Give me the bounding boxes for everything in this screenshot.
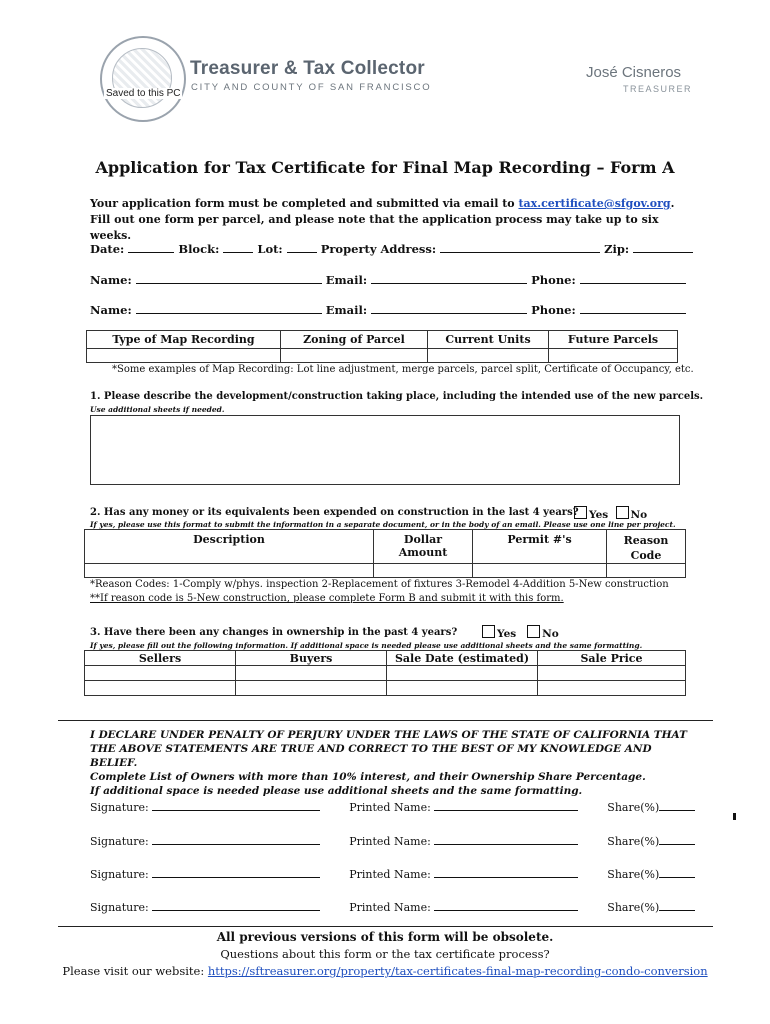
share-label: Share(%) <box>607 801 660 814</box>
printed-name-label: Printed Name: <box>349 901 431 914</box>
block-label: Block: <box>178 242 220 256</box>
col-permits: Permit #'s <box>473 530 607 564</box>
declaration-statement: I DECLARE UNDER PENALTY OF PERJURY UNDER THE LAWS OF THE STATE OF CALIFORNIA THAT THE ABOVE STATEMENTS ARE TRUE AND CORRECT TO THE BEST OF MY KNOWLEDGE AND BELIEF. <box>90 729 687 769</box>
q2-no-label: No <box>630 509 648 521</box>
phone-label: Phone: <box>531 303 576 317</box>
reason-codes-note: **If reason code is 5-New construction, please complete Form B and submit it with this form. <box>90 593 564 604</box>
signature-field[interactable] <box>152 900 320 911</box>
reason-code-cell[interactable] <box>607 564 686 578</box>
signature-row <box>90 900 695 914</box>
future-parcels-cell[interactable] <box>549 349 678 363</box>
website-link[interactable]: https://sftreasurer.org/property/tax-certificates-final-map-recording-condo-conversion <box>207 964 708 978</box>
q3-yes-checkbox[interactable] <box>482 625 495 638</box>
share-field[interactable] <box>659 834 695 845</box>
phone-label: Phone: <box>531 273 576 287</box>
signature-label: Signature: <box>90 868 149 881</box>
name-label: Name: <box>90 273 132 287</box>
seller-cell[interactable] <box>85 681 236 696</box>
col-description: Description <box>85 530 374 564</box>
date-field[interactable] <box>128 241 174 253</box>
sale-date-cell[interactable] <box>387 666 538 681</box>
name-label: Name: <box>90 303 132 317</box>
seal-emblem <box>112 48 172 108</box>
declaration-sheets-note: If additional space is needed please use additional sheets and the same formatting. <box>90 785 583 797</box>
col-reason-code: Reason Code <box>607 530 686 564</box>
col-buyers: Buyers <box>236 651 387 666</box>
email-link[interactable]: tax.certificate@sfgov.org <box>518 197 671 210</box>
name-field-1[interactable] <box>136 272 322 284</box>
question-1: 1. Please describe the development/construction taking place, including the intended use of the new parcels. <box>90 391 704 402</box>
buyer-cell[interactable] <box>236 666 387 681</box>
col-zoning-of-parcel: Zoning of Parcel <box>281 331 428 349</box>
question-3-hint: If yes, please fill out the following information. If additional space is needed please use additional sheets and the same formatting. <box>90 641 643 650</box>
zoning-cell[interactable] <box>281 349 428 363</box>
q2-no-checkbox[interactable] <box>616 506 629 519</box>
property-address-label: Property Address: <box>320 242 437 256</box>
email-field-2[interactable] <box>371 302 527 314</box>
printed-name-field[interactable] <box>434 900 578 911</box>
signature-row <box>90 834 695 848</box>
declaration-owners-note: Complete List of Owners with more than 10% interest, and their Ownership Share Percentage. <box>90 771 646 783</box>
question-1-hint: Use additional sheets if needed. <box>90 405 225 414</box>
q2-yes-checkbox[interactable] <box>574 506 587 519</box>
signature-field[interactable] <box>152 834 320 845</box>
phone-field-1[interactable] <box>580 272 686 284</box>
q3-yes-label: Yes <box>497 628 517 640</box>
question-3: 3. Have there been any changes in ownership in the past 4 years? <box>90 627 458 638</box>
divider-top <box>58 720 713 721</box>
website-label: Please visit our website: <box>62 964 208 978</box>
col-dollar-amount: Dollar Amount <box>374 530 473 564</box>
q3-no-label: No <box>542 628 559 640</box>
share-label: Share(%) <box>607 868 660 881</box>
share-label: Share(%) <box>607 835 660 848</box>
signature-row <box>90 867 695 881</box>
obsolete-notice: All previous versions of this form will be obsolete. <box>216 930 554 944</box>
map-recording-table <box>86 330 678 363</box>
col-sellers: Sellers <box>85 651 236 666</box>
form-title: Application for Tax Certificate for Final Map Recording – Form A <box>95 158 675 177</box>
col-future-parcels: Future Parcels <box>549 331 678 349</box>
printed-name-field[interactable] <box>434 867 578 878</box>
website-line <box>0 964 770 978</box>
officer-name: José Cisneros <box>586 64 682 81</box>
email-label: Email: <box>325 303 368 317</box>
org-name: Treasurer & Tax Collector <box>190 58 425 79</box>
lot-field[interactable] <box>287 241 317 253</box>
col-type-of-map-recording: Type of Map Recording <box>87 331 281 349</box>
intro-text-end: . Fill out one form per parcel, and please note that the application process may take up to six weeks. <box>90 197 675 242</box>
zip-field[interactable] <box>633 241 693 253</box>
question-2: 2. Has any money or its equivalents been expended on construction in the last 4 years? <box>90 507 579 518</box>
col-current-units: Current Units <box>428 331 549 349</box>
lot-label: Lot: <box>257 242 283 256</box>
map-examples-note: *Some examples of Map Recording: Lot line adjustment, merge parcels, parcel split, Certificate of Occupancy, etc. <box>112 364 694 375</box>
dollar-amount-cell[interactable] <box>374 564 473 578</box>
signature-field[interactable] <box>152 867 320 878</box>
saved-badge: Saved to this PC <box>106 88 181 99</box>
reason-codes: *Reason Codes: 1-Comply w/phys. inspection 2-Replacement of fixtures 3-Remodel 4-Addition 5-New construction <box>90 579 669 590</box>
name-field-2[interactable] <box>136 302 322 314</box>
margin-mark <box>733 813 736 820</box>
question-2-hint: If yes, please use this format to submit the information in a separate document, or in the body of an email. Please use one line per project. <box>90 520 676 529</box>
email-field-1[interactable] <box>371 272 527 284</box>
block-field[interactable] <box>223 241 253 253</box>
date-label: Date: <box>90 242 125 256</box>
development-description-box[interactable] <box>90 415 680 485</box>
declaration <box>90 728 690 798</box>
q2-yes-label: Yes <box>589 509 609 521</box>
share-field[interactable] <box>659 867 695 878</box>
description-cell[interactable] <box>85 564 374 578</box>
map-type-cell[interactable] <box>87 349 281 363</box>
sale-date-cell[interactable] <box>387 681 538 696</box>
current-units-cell[interactable] <box>428 349 549 363</box>
email-label: Email: <box>325 273 368 287</box>
share-label: Share(%) <box>607 901 660 914</box>
zip-label: Zip: <box>604 242 630 256</box>
share-field[interactable] <box>659 800 695 811</box>
construction-table <box>84 529 686 578</box>
seller-cell[interactable] <box>85 666 236 681</box>
parcel-info-row <box>90 241 693 256</box>
permits-cell[interactable] <box>473 564 607 578</box>
contact-row-1 <box>90 272 686 287</box>
city-seal-logo <box>100 36 186 122</box>
signature-label: Signature: <box>90 835 149 848</box>
share-field[interactable] <box>659 900 695 911</box>
q2-options <box>574 506 647 521</box>
q3-options <box>482 625 559 640</box>
phone-field-2[interactable] <box>580 302 686 314</box>
signature-label: Signature: <box>90 801 149 814</box>
printed-name-label: Printed Name: <box>349 801 431 814</box>
signature-field[interactable] <box>152 800 320 811</box>
contact-row-2 <box>90 302 686 317</box>
divider-bottom <box>58 926 713 927</box>
printed-name-label: Printed Name: <box>349 835 431 848</box>
q3-no-checkbox[interactable] <box>527 625 540 638</box>
buyer-cell[interactable] <box>236 681 387 696</box>
sale-price-cell[interactable] <box>538 666 686 681</box>
org-subtitle: CITY AND COUNTY OF SAN FRANCISCO <box>191 82 432 93</box>
ownership-table <box>84 650 686 696</box>
intro-paragraph <box>90 196 685 244</box>
printed-name-field[interactable] <box>434 800 578 811</box>
intro-text: Your application form must be completed and submitted via email to <box>90 197 519 210</box>
questions-text: Questions about this form or the tax certificate process? <box>220 947 550 961</box>
signature-label: Signature: <box>90 901 149 914</box>
property-address-field[interactable] <box>440 241 600 253</box>
col-sale-date: Sale Date (estimated) <box>387 651 538 666</box>
col-sale-price: Sale Price <box>538 651 686 666</box>
signature-row <box>90 800 695 814</box>
printed-name-label: Printed Name: <box>349 868 431 881</box>
officer-title: TREASURER <box>623 84 693 94</box>
sale-price-cell[interactable] <box>538 681 686 696</box>
printed-name-field[interactable] <box>434 834 578 845</box>
